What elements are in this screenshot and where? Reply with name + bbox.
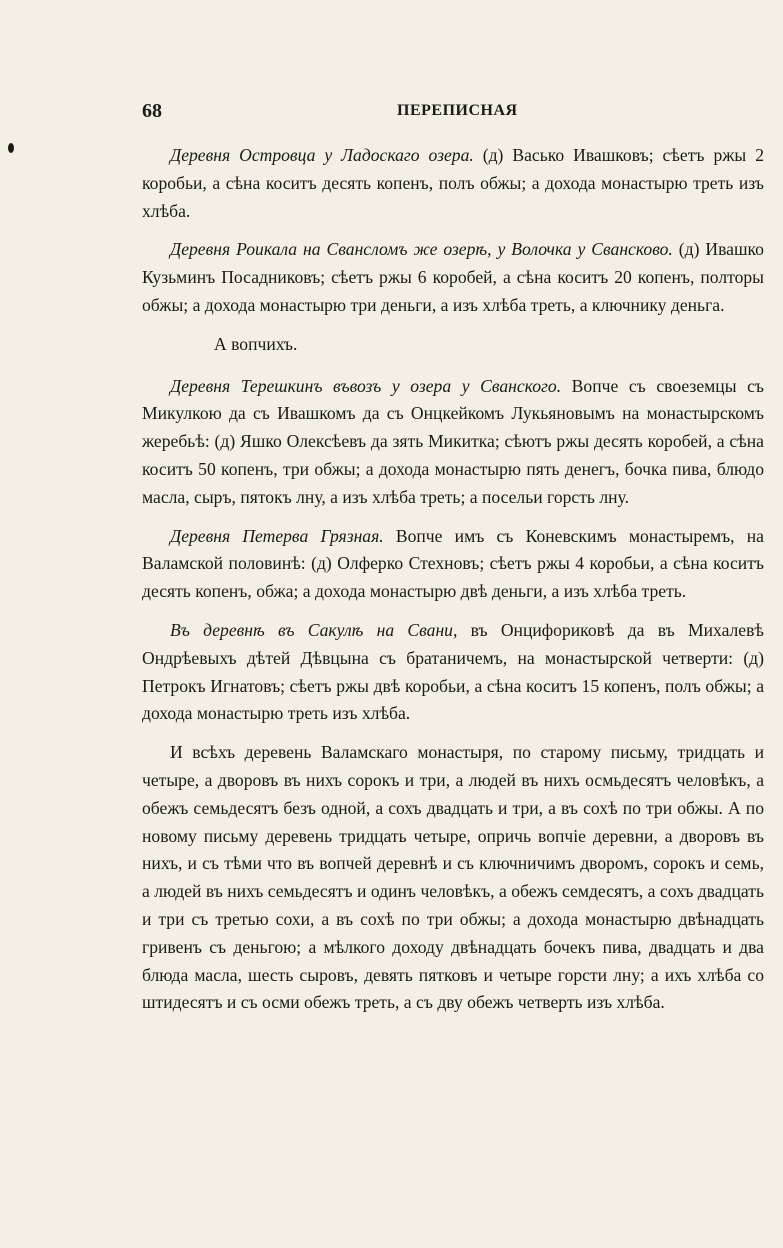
paragraph-lead: Деревня Роикала на Свансломъ же озерѣ, у Волочка у Свансково.: [170, 239, 673, 260]
paragraph-text: въ Онцифориковѣ да въ Михалевѣ Ондрѣевыхъ дѣтей Дѣвцына съ братаничемъ, на монастырской четверти: (д) Петрокъ Игнатовъ; сѣетъ ржы двѣ коробьи, а сѣна коситъ 15 копенъ, полъ обжы; а дохода монастырю треть изъ хлѣба.: [142, 619, 764, 724]
page-header: [142, 100, 763, 128]
running-head: ПЕРЕПИСНАЯ: [397, 102, 518, 119]
paragraph: [142, 523, 764, 606]
paragraph-lead: Деревня Терешкинъ въвозъ у озера у Сванского.: [170, 375, 562, 396]
paragraph: [142, 617, 764, 728]
margin-mark: [8, 143, 14, 153]
body-text: [142, 142, 764, 1028]
paragraph-text: (д) Васько Ивашковъ; сѣетъ ржы 2 коробьи, а сѣна коситъ десять копенъ, полъ обжы; а дохода монастырю треть изъ хлѣба.: [142, 145, 764, 221]
paragraph-text: (д) Ивашко Кузьминъ Посадниковъ; сѣетъ ржы 6 коробей, а сѣна коситъ 20 копенъ, полторы обжы; а дохода монастырю три деньги, а изъ хлѣба треть, а ключнику деньга.: [142, 239, 764, 315]
paragraph: [142, 373, 764, 512]
paragraph-text: Вопче имъ съ Коневскимъ монастыремъ, на Валамской половинѣ: (д) Олферко Стехновъ; сѣетъ ржы 4 коробьи, а сѣна коситъ десять копенъ, обжа; а дохода монастырю двѣ деньги, а изъ хлѣба треть.: [142, 525, 764, 602]
paragraph-lead: Деревня Петерва Грязная.: [170, 525, 384, 546]
section-heading-text: А вопчихъ.: [214, 333, 298, 354]
paragraph: [142, 236, 764, 319]
paragraph-text: Вопче съ своеземцы съ Микулкою да съ Ивашкомъ да съ Онцкейкомъ Лукьяновымъ на монастырскомъ жеребьѣ: (д) Яшко Олексѣевъ да зять Микитка; сѣютъ ржы десять коробей, а сѣна коситъ 50 копенъ, три обжы; а дохода монастырю пять денегъ, бочка пива, блюдо масла, сыръ, пятокъ лну, а изъ хлѣба треть; а посельи горсть лну.: [142, 375, 764, 507]
paragraph-text: И всѣхъ деревень Валамскаго монастыря, по старому письму, тридцать и четыре, а дворовъ въ нихъ сорокъ и три, а людей въ нихъ осмьдесятъ человѣкъ, а обежъ семьдесятъ безъ одной, а сохъ двадцать и три, а въ сохѣ по три обжы. А по новому письму деревень тридцать четыре, опричь вопчіе деревни, а дворовъ въ нихъ, и съ тѣми что въ вопчей деревнѣ и съ ключничимъ дворомъ, сорокъ и семь, а людей въ нихъ семьдесятъ и одинъ человѣкъ, а обежъ семдесятъ, а сохъ двадцать и три съ третью сохи, а въ сохѣ по три обжы; а дохода монастырю двѣнадцать гривенъ съ деньгою; а мѣлкого доходу двѣнадцать бочекъ пива, двадцать и два блюда масла, шесть сыровъ, девять пятковъ и четыре горсти лну; а ихъ хлѣба со штидесятъ и съ осми обежъ треть, а съ дву обежъ четверть изъ хлѣба.: [142, 742, 764, 1013]
paragraph: [142, 142, 764, 225]
paragraph-lead: Деревня Островца у Ладоскаго озера.: [170, 145, 474, 165]
section-heading: [142, 331, 764, 359]
paragraph: [142, 739, 764, 1017]
paragraph-lead: Въ деревнѣ въ Сакулѣ на Свани,: [170, 619, 458, 640]
page-number: 68: [142, 100, 162, 122]
